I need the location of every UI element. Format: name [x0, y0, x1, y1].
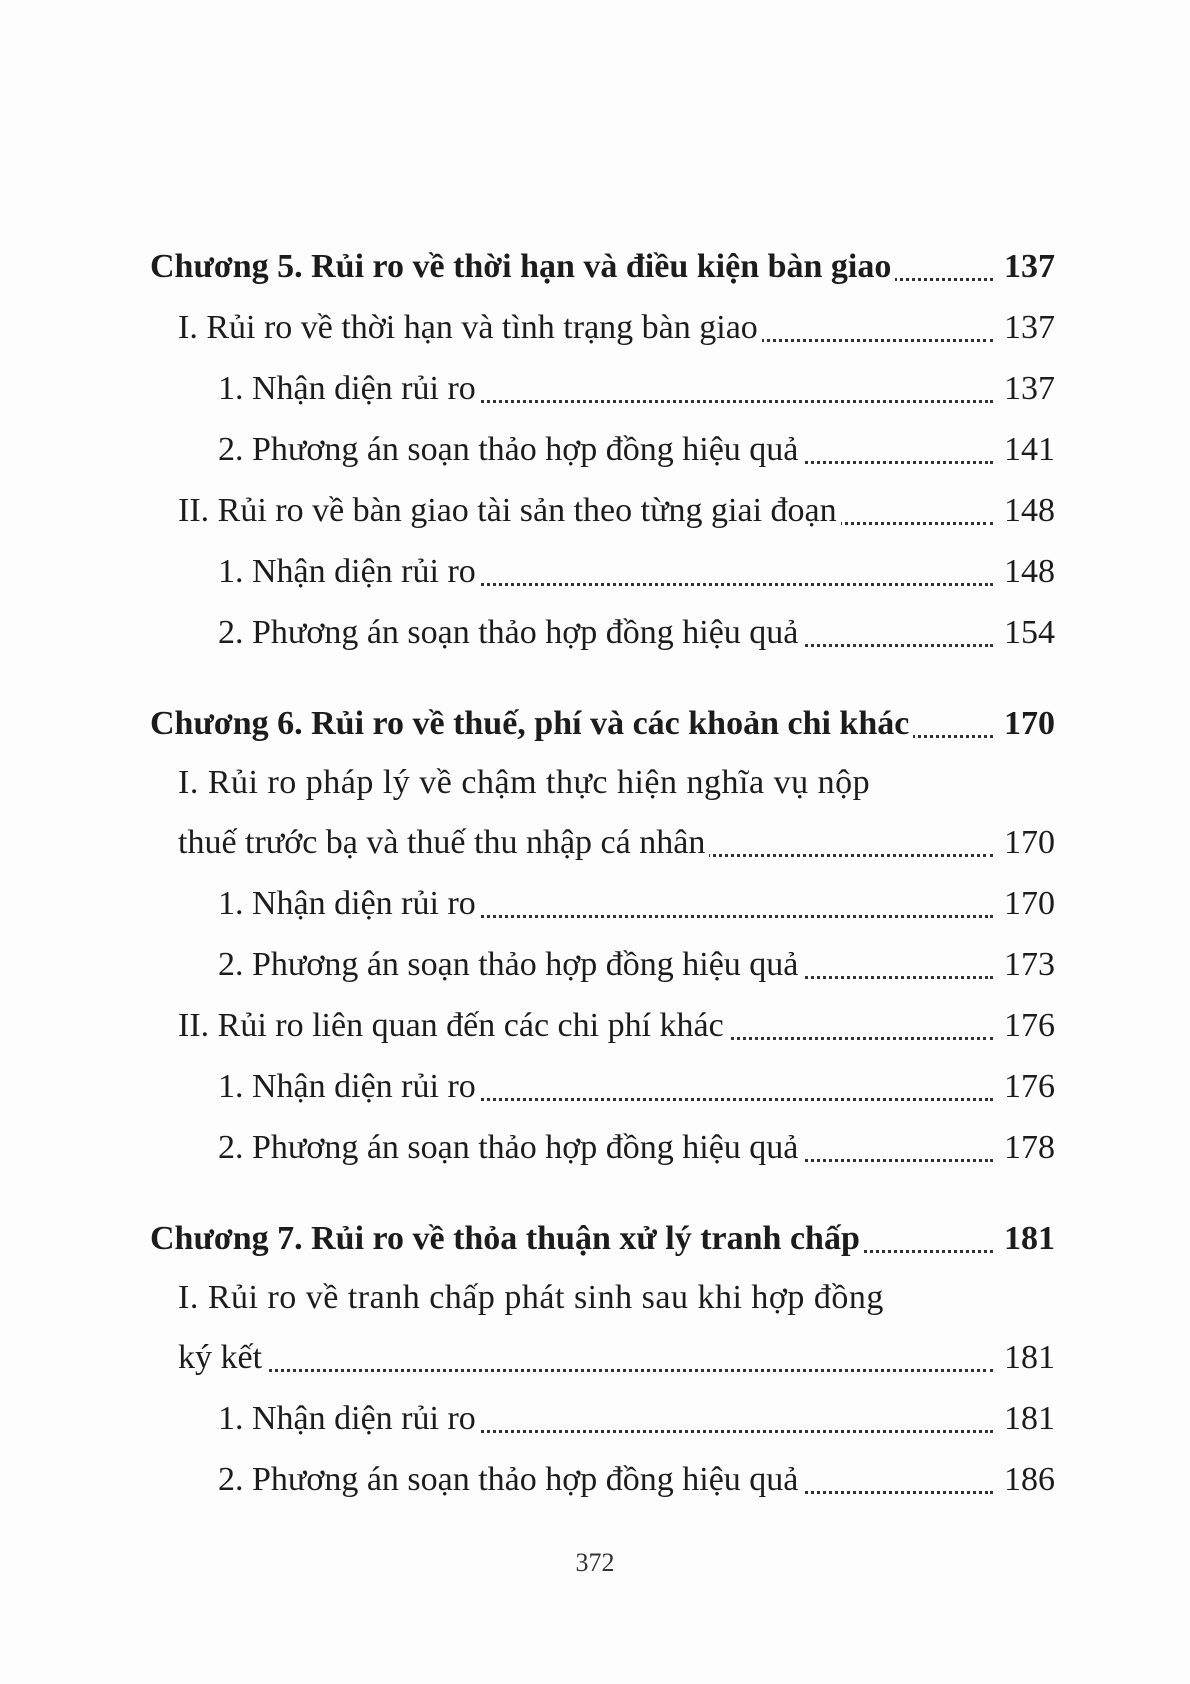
toc-page-number: 137: [1000, 358, 1055, 419]
toc-entry[interactable]: [150, 873, 1055, 934]
toc-entry-text: 2. Phương án soạn thảo hợp đồng hiệu quả: [218, 614, 802, 651]
toc-page-number: 154: [1000, 602, 1055, 663]
toc-entry-text: Chương 7. Rủi ro về thỏa thuận xử lý tranh chấp: [150, 1220, 864, 1257]
toc-entry[interactable]: [150, 419, 1055, 480]
toc-entry-text: 1. Nhận diện rủi ro: [218, 1400, 480, 1437]
toc-page-number: 148: [1000, 541, 1055, 602]
toc-entry-text: 2. Phương án soạn thảo hợp đồng hiệu quả: [218, 1129, 802, 1166]
toc-page-number: 170: [1000, 873, 1055, 934]
toc-page-number: 137: [1000, 297, 1055, 358]
toc-page-number: 186: [1000, 1449, 1055, 1510]
toc-entry-text: I. Rủi ro về tranh chấp phát sinh sau khi hợp đồng: [178, 1279, 884, 1316]
toc-entry-text: 1. Nhận diện rủi ro: [218, 553, 480, 590]
table-of-contents: [150, 236, 1055, 1510]
toc-entry[interactable]: [150, 602, 1055, 663]
toc-entry-line: [150, 1269, 1055, 1327]
toc-page-number: 176: [1000, 1056, 1055, 1117]
toc-page-number: 170: [1000, 812, 1055, 873]
toc-entry-text: II. Rủi ro về bàn giao tài sản theo từng giai đoạn: [178, 492, 841, 529]
toc-entry[interactable]: [150, 480, 1055, 541]
toc-entry[interactable]: [150, 1327, 1055, 1388]
toc-chapter-entry[interactable]: [150, 1208, 1055, 1269]
toc-entry-text: II. Rủi ro liên quan đến các chi phí khác: [178, 1007, 728, 1044]
toc-entry[interactable]: [150, 995, 1055, 1056]
toc-page-number: 141: [1000, 419, 1055, 480]
toc-entry-text: 1. Nhận diện rủi ro: [218, 885, 480, 922]
toc-entry-text: ký kết: [178, 1339, 266, 1376]
toc-entry[interactable]: [150, 541, 1055, 602]
toc-entry[interactable]: [150, 934, 1055, 995]
toc-entry[interactable]: [150, 1388, 1055, 1449]
toc-page-number: 181: [1000, 1208, 1055, 1269]
toc-page-number: 178: [1000, 1117, 1055, 1178]
page-number: 372: [575, 1548, 615, 1577]
toc-chapter-entry[interactable]: [150, 236, 1055, 297]
toc-entry[interactable]: [150, 358, 1055, 419]
toc-entry[interactable]: [150, 297, 1055, 358]
toc-entry-text: I. Rủi ro về thời hạn và tình trạng bàn giao: [178, 309, 762, 346]
toc-entry-text: I. Rủi ro pháp lý về chậm thực hiện nghĩa vụ nộp: [178, 764, 871, 801]
toc-entry[interactable]: [150, 1449, 1055, 1510]
toc-entry-text: Chương 5. Rủi ro về thời hạn và điều kiện bàn giao: [150, 248, 895, 285]
toc-entry-text: 2. Phương án soạn thảo hợp đồng hiệu quả: [218, 1461, 802, 1498]
toc-chapter-entry[interactable]: [150, 693, 1055, 754]
toc-entry-text: 1. Nhận diện rủi ro: [218, 1068, 480, 1105]
toc-leader-dots: [178, 1367, 993, 1372]
toc-entry[interactable]: [150, 1056, 1055, 1117]
toc-entry[interactable]: [150, 1117, 1055, 1178]
toc-page-number: 170: [1000, 693, 1055, 754]
toc-entry[interactable]: [150, 812, 1055, 873]
toc-entry-line: [150, 754, 1055, 812]
toc-page-number: 148: [1000, 480, 1055, 541]
toc-page-number: 181: [1000, 1327, 1055, 1388]
toc-page-number: 176: [1000, 995, 1055, 1056]
toc-page-number: 173: [1000, 934, 1055, 995]
toc-page-number: 137: [1000, 236, 1055, 297]
toc-entry-text: Chương 6. Rủi ro về thuế, phí và các khoản chi khác: [150, 705, 913, 742]
toc-entry-text: 2. Phương án soạn thảo hợp đồng hiệu quả: [218, 431, 802, 468]
toc-page-number: 181: [1000, 1388, 1055, 1449]
toc-entry-text: thuế trước bạ và thuế thu nhập cá nhân: [178, 824, 709, 861]
toc-entry-text: 2. Phương án soạn thảo hợp đồng hiệu quả: [218, 946, 802, 983]
toc-entry-text: 1. Nhận diện rủi ro: [218, 370, 480, 407]
